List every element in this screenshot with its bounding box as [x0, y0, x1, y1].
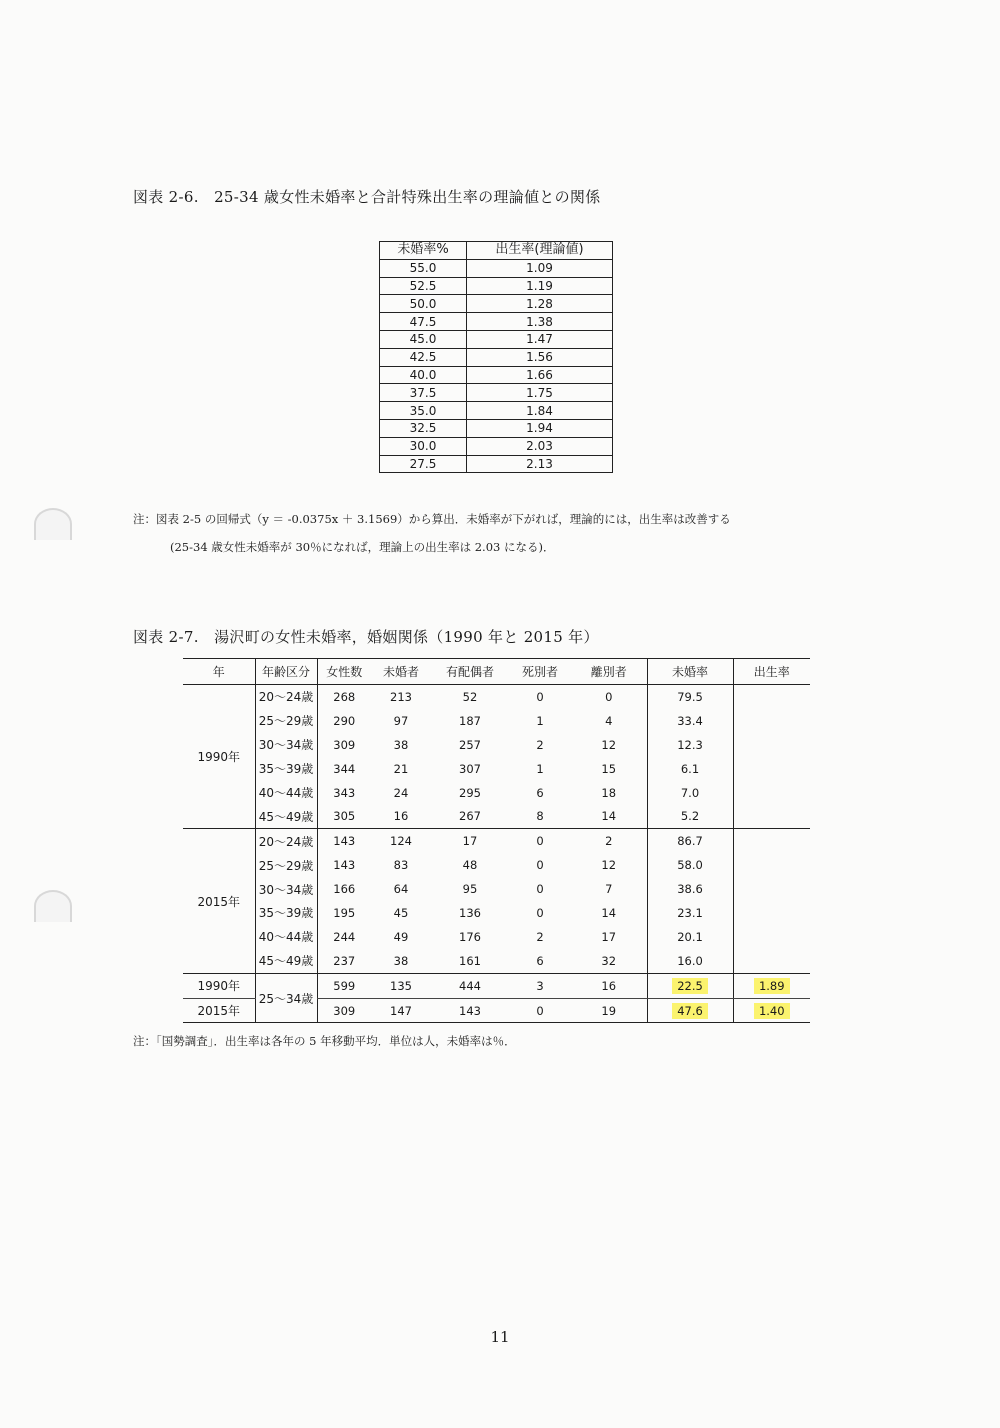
- cell-divorced: 15: [601, 761, 617, 776]
- cell-unmarried: 124: [390, 834, 412, 849]
- column-header-age: 年齢区分: [255, 659, 317, 685]
- table-row: [183, 949, 810, 973]
- cell-birth-rate: [733, 853, 810, 877]
- cell-unmarried-rate: 50.0: [380, 295, 467, 313]
- cell-women: 599: [317, 973, 371, 998]
- cell-women: 290: [317, 709, 371, 733]
- cell-age: 35〜39歳: [255, 901, 317, 925]
- cell-birth-rate: [733, 829, 810, 853]
- table-row: [380, 366, 613, 384]
- cell-unmarried: 64: [393, 882, 409, 897]
- cell-unmarried-rate: 35.0: [380, 402, 467, 420]
- table-row: [380, 348, 613, 366]
- summary-year: 1990年: [183, 973, 255, 998]
- cell-birth-rate: 1.66: [467, 366, 613, 384]
- cell-birth-rate: [733, 709, 810, 733]
- figure-2-7-caption: 図表 2-7. 湯沢町の女性未婚率，婚姻関係（1990 年と 2015 年）: [133, 628, 599, 646]
- cell-birth-rate: 1.56: [467, 348, 613, 366]
- figure-2-7-note: 注：「国勢調査」．出生率は各年の 5 年移動平均．単位は人，未婚率は％．: [133, 1034, 516, 1048]
- cell-birth-rate: [733, 757, 810, 781]
- cell-birth-rate: 1.47: [467, 330, 613, 348]
- cell-unmarried: 38: [371, 949, 431, 973]
- summary-age: 25〜34歳: [255, 973, 317, 1023]
- cell-married: 136: [459, 905, 481, 920]
- punch-hole-mark: [34, 890, 72, 922]
- cell-unmarried-rate: 45.0: [380, 330, 467, 348]
- cell-unmarried-rate: 5.2: [647, 804, 733, 828]
- cell-widowed: 0: [536, 905, 544, 920]
- cell-birth-rate: 2.13: [467, 455, 613, 473]
- summary-year: 2015年: [183, 998, 255, 1023]
- cell-divorced: 17: [601, 929, 617, 944]
- cell-divorced: 0: [605, 689, 613, 704]
- cell-unmarried-rate: 23.1: [647, 901, 733, 925]
- cell-divorced: 12: [601, 737, 617, 752]
- cell-unmarried: 21: [393, 761, 409, 776]
- cell-married: 187: [459, 713, 481, 728]
- cell-widowed: 0: [536, 834, 544, 849]
- cell-unmarried-rate: [647, 998, 733, 1023]
- cell-divorced: 32: [571, 949, 647, 973]
- cell-widowed: 0: [536, 858, 544, 873]
- cell-women: 344: [317, 757, 371, 781]
- highlighted-value: 22.5: [672, 978, 708, 994]
- column-header: 出生率(理論値): [467, 242, 613, 260]
- cell-women: 166: [317, 877, 371, 901]
- cell-married: 52: [462, 689, 478, 704]
- cell-age: 20〜24歳: [255, 685, 317, 709]
- cell-women: 305: [317, 804, 371, 828]
- cell-unmarried: 38: [393, 737, 409, 752]
- cell-age: 35〜39歳: [255, 757, 317, 781]
- cell-married: 307: [459, 761, 481, 776]
- cell-unmarried: 49: [393, 929, 409, 944]
- cell-unmarried: 213: [390, 689, 412, 704]
- cell-unmarried-rate: 58.0: [647, 853, 733, 877]
- cell-birth-rate: [733, 733, 810, 757]
- cell-unmarried-rate: 47.5: [380, 313, 467, 331]
- cell-unmarried-rate: 7.0: [647, 781, 733, 805]
- cell-women: 195: [317, 901, 371, 925]
- table-row: [380, 330, 613, 348]
- cell-married: 176: [459, 929, 481, 944]
- cell-unmarried-rate: 33.4: [647, 709, 733, 733]
- cell-unmarried-rate: 16.0: [647, 949, 733, 973]
- cell-age: 45〜49歳: [255, 949, 317, 973]
- cell-divorced: 2: [605, 834, 613, 849]
- figure-2-6-table: [379, 241, 613, 473]
- table-row: [183, 925, 810, 949]
- figure-2-6-note-line1: 注：図表 2-5 の回帰式（y ＝ -0.0375x ＋ 3.1569）から算出．未婚率が下がれば，理論的には，出生率は改善する: [133, 512, 731, 526]
- cell-widowed: 0: [509, 998, 571, 1023]
- cell-birth-rate: [733, 973, 810, 998]
- table-row: [183, 804, 810, 828]
- highlighted-value: 1.40: [754, 1003, 790, 1019]
- cell-age: 20〜24歳: [255, 829, 317, 853]
- cell-unmarried-rate: 6.1: [647, 757, 733, 781]
- cell-unmarried-rate: [647, 973, 733, 998]
- cell-unmarried-rate: 20.1: [647, 925, 733, 949]
- table-row: [380, 384, 613, 402]
- cell-birth-rate: 2.03: [467, 437, 613, 455]
- cell-unmarried-rate: 27.5: [380, 455, 467, 473]
- cell-married: 267: [431, 804, 509, 828]
- cell-unmarried-rate: 86.7: [647, 829, 733, 853]
- cell-married: 143: [431, 998, 509, 1023]
- column-header-women: 女性数: [317, 659, 371, 685]
- cell-birth-rate: [733, 685, 810, 709]
- cell-widowed: 6: [509, 949, 571, 973]
- cell-birth-rate: 1.28: [467, 295, 613, 313]
- table-row: [380, 259, 613, 277]
- cell-divorced: 19: [571, 998, 647, 1023]
- cell-unmarried-rate: 30.0: [380, 437, 467, 455]
- cell-divorced: 12: [601, 858, 617, 873]
- table-row: [380, 419, 613, 437]
- cell-divorced: 14: [601, 905, 617, 920]
- cell-widowed: 2: [536, 929, 544, 944]
- cell-widowed: 0: [536, 882, 544, 897]
- table-row: [380, 437, 613, 455]
- cell-women: 244: [317, 925, 371, 949]
- cell-unmarried-rate: 38.6: [647, 877, 733, 901]
- table-row: [380, 313, 613, 331]
- cell-birth-rate: 1.19: [467, 277, 613, 295]
- cell-birth-rate: [733, 781, 810, 805]
- cell-married: 444: [431, 973, 509, 998]
- cell-age: 45〜49歳: [255, 804, 317, 828]
- cell-age: 40〜44歳: [255, 781, 317, 805]
- cell-widowed: 3: [509, 973, 571, 998]
- cell-unmarried-rate: 32.5: [380, 419, 467, 437]
- cell-widowed: 1: [536, 761, 544, 776]
- cell-birth-rate: 1.75: [467, 384, 613, 402]
- cell-unmarried-rate: 42.5: [380, 348, 467, 366]
- table-row: [183, 685, 810, 709]
- column-header: 未婚率%: [380, 242, 467, 260]
- cell-unmarried-rate: 12.3: [647, 733, 733, 757]
- cell-unmarried-rate: 52.5: [380, 277, 467, 295]
- cell-widowed: 0: [536, 689, 544, 704]
- cell-divorced: 16: [571, 973, 647, 998]
- cell-married: 257: [459, 737, 481, 752]
- cell-widowed: 1: [536, 713, 544, 728]
- column-header-birth-rate: 出生率: [733, 659, 810, 685]
- cell-unmarried: 45: [393, 905, 409, 920]
- cell-age: 25〜29歳: [255, 709, 317, 733]
- cell-birth-rate: [733, 925, 810, 949]
- cell-unmarried: 147: [371, 998, 431, 1023]
- column-header-year: 年: [183, 659, 255, 685]
- table-header-row: [380, 242, 613, 260]
- cell-birth-rate: 1.94: [467, 419, 613, 437]
- cell-married: 48: [462, 858, 478, 873]
- cell-birth-rate: 1.84: [467, 402, 613, 420]
- table-row: [183, 877, 810, 901]
- cell-married: 17: [462, 834, 478, 849]
- cell-widowed: 2: [536, 737, 544, 752]
- table-row: [380, 402, 613, 420]
- group-year: 1990年: [183, 685, 255, 829]
- cell-unmarried-rate: 55.0: [380, 259, 467, 277]
- cell-birth-rate: [733, 877, 810, 901]
- table-row: [380, 295, 613, 313]
- cell-married: 161: [431, 949, 509, 973]
- cell-unmarried-rate: 79.5: [647, 685, 733, 709]
- cell-women: 143: [317, 853, 371, 877]
- cell-unmarried: 97: [393, 713, 409, 728]
- cell-age: 30〜34歳: [255, 877, 317, 901]
- cell-divorced: 14: [571, 804, 647, 828]
- cell-birth-rate: [733, 804, 810, 828]
- cell-unmarried: 83: [393, 858, 409, 873]
- table-row: [380, 277, 613, 295]
- highlighted-value: 1.89: [754, 978, 790, 994]
- highlighted-value: 47.6: [672, 1003, 708, 1019]
- cell-women: 268: [317, 685, 371, 709]
- table-header-row: [183, 659, 810, 685]
- table-row: [183, 709, 810, 733]
- cell-women: 237: [317, 949, 371, 973]
- cell-widowed: 6: [536, 785, 544, 800]
- cell-divorced: 4: [605, 713, 613, 728]
- cell-unmarried: 24: [393, 785, 409, 800]
- cell-women: 343: [317, 781, 371, 805]
- cell-widowed: 8: [509, 804, 571, 828]
- column-header-unmarried: 未婚者: [371, 659, 431, 685]
- cell-women: 143: [317, 829, 371, 853]
- cell-women: 309: [317, 998, 371, 1023]
- cell-birth-rate: [733, 949, 810, 973]
- page-number: 11: [490, 1328, 510, 1346]
- table-row: [183, 733, 810, 757]
- cell-birth-rate: [733, 901, 810, 925]
- table-row: [183, 829, 810, 853]
- cell-unmarried: 16: [371, 804, 431, 828]
- table-row: [380, 455, 613, 473]
- figure-2-6-caption: 図表 2-6. 25-34 歳女性未婚率と合計特殊出生率の理論値との関係: [133, 188, 601, 206]
- cell-birth-rate: 1.09: [467, 259, 613, 277]
- cell-unmarried-rate: 40.0: [380, 366, 467, 384]
- cell-divorced: 18: [601, 785, 617, 800]
- punch-hole-mark: [34, 508, 72, 540]
- cell-birth-rate: [733, 998, 810, 1023]
- cell-married: 295: [459, 785, 481, 800]
- cell-married: 95: [462, 882, 478, 897]
- table-row: [183, 757, 810, 781]
- table-row: [183, 781, 810, 805]
- cell-birth-rate: 1.38: [467, 313, 613, 331]
- column-header-unmarried-rate: 未婚率: [647, 659, 733, 685]
- column-header-married: 有配偶者: [431, 659, 509, 685]
- column-header-widowed: 死別者: [509, 659, 571, 685]
- figure-2-6-note-line2: (25-34 歳女性未婚率が 30％になれば，理論上の出生率は 2.03 になる)．: [170, 540, 555, 554]
- cell-age: 25〜29歳: [255, 853, 317, 877]
- cell-divorced: 7: [605, 882, 613, 897]
- cell-age: 30〜34歳: [255, 733, 317, 757]
- summary-row-1990: [183, 973, 810, 998]
- cell-unmarried: 135: [371, 973, 431, 998]
- cell-age: 40〜44歳: [255, 925, 317, 949]
- cell-unmarried-rate: 37.5: [380, 384, 467, 402]
- table-row: [183, 853, 810, 877]
- cell-women: 309: [317, 733, 371, 757]
- group-year: 2015年: [183, 829, 255, 973]
- column-header-divorced: 離別者: [571, 659, 647, 685]
- table-row: [183, 901, 810, 925]
- figure-2-7-table: [183, 658, 810, 1023]
